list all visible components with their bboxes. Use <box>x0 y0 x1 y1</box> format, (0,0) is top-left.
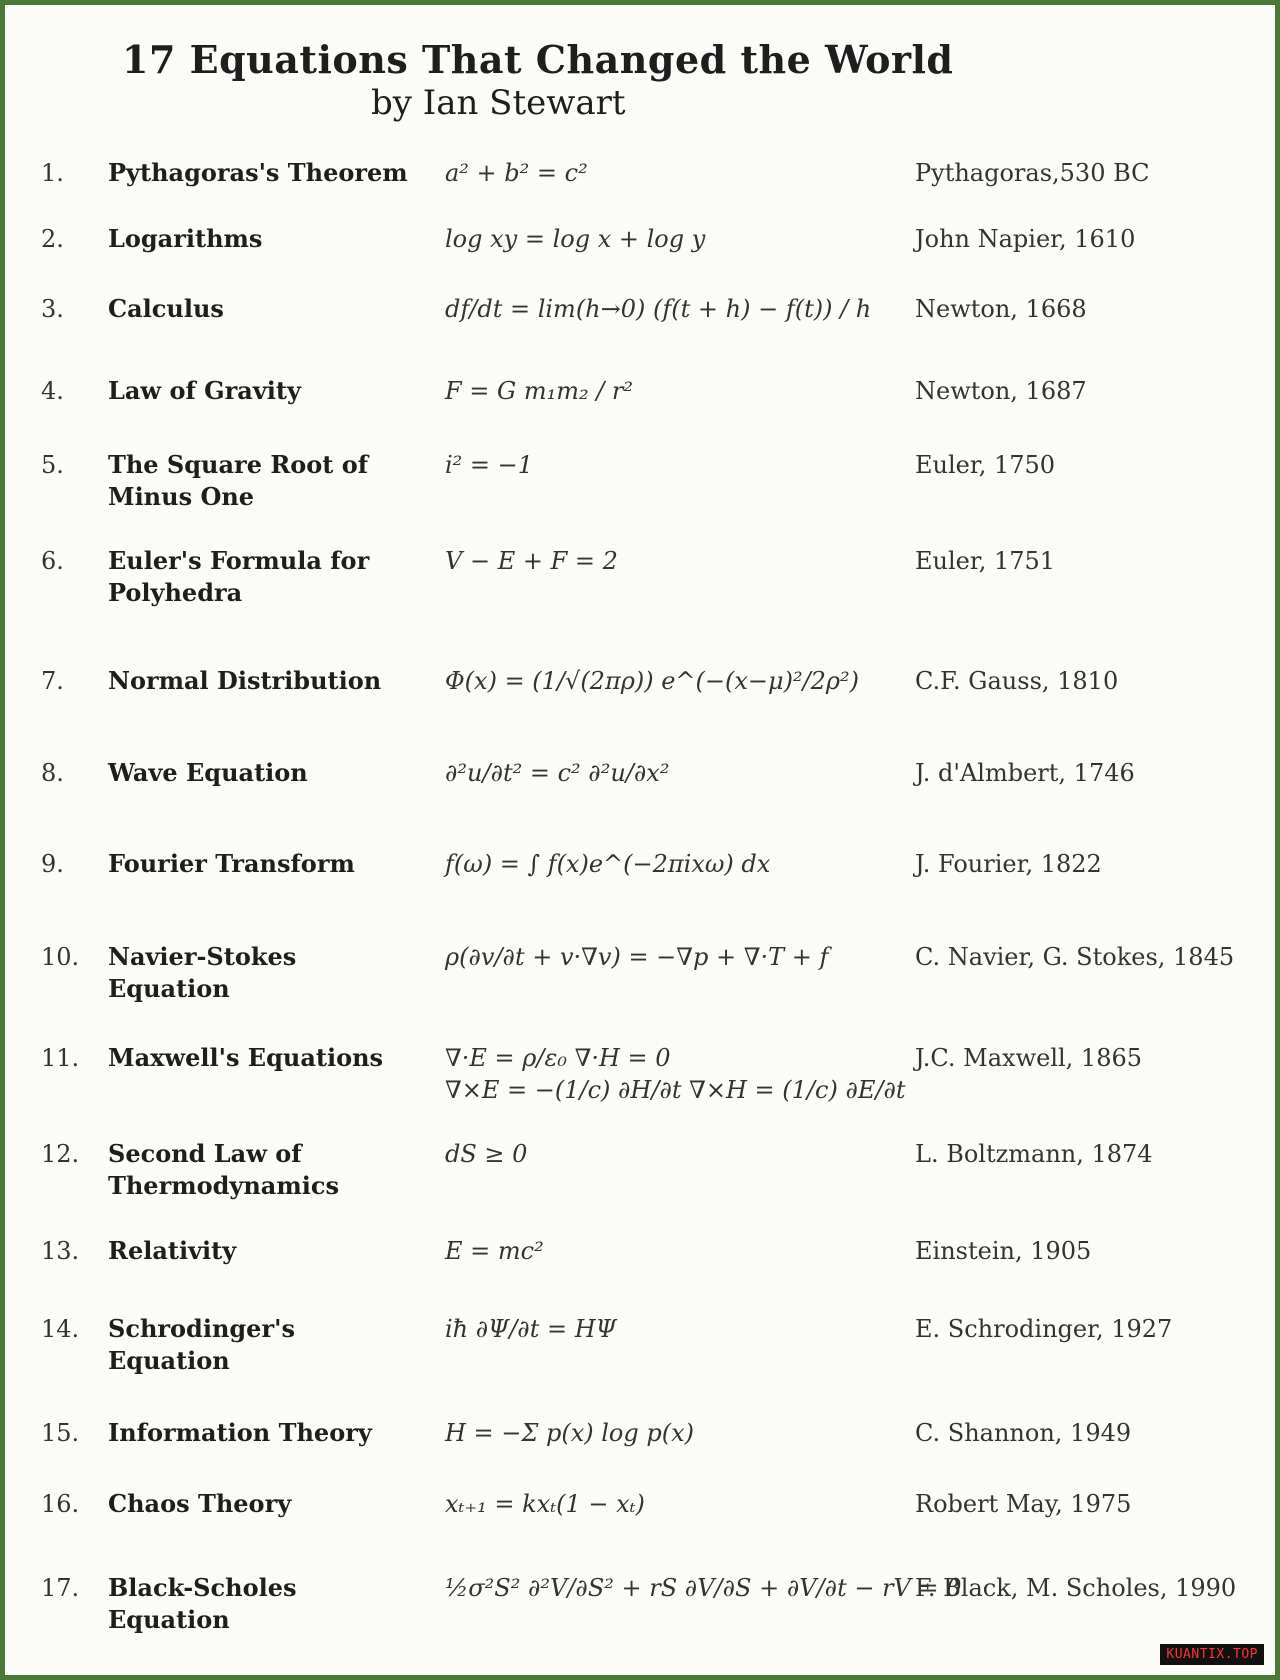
formula-line: f(ω) = ∫ f(x)e^(−2πixω) dx <box>445 850 771 878</box>
equation-credit: C. Shannon, 1949 <box>915 1419 1132 1447</box>
formula-line: ∂²u/∂t² = c² ∂²u/∂x² <box>445 759 670 787</box>
equation-credit: Euler, 1750 <box>915 451 1056 479</box>
formula-line: log xy = log x + log y <box>445 225 706 253</box>
equation-formula <box>445 375 905 407</box>
formula-line: dS ≥ 0 <box>445 1140 528 1168</box>
equation-name: Logarithms <box>108 224 263 253</box>
equation-credit: E. Schrodinger, 1927 <box>915 1315 1173 1343</box>
equation-name: Wave Equation <box>108 758 308 787</box>
equation-formula <box>445 941 905 973</box>
formula-line: xₜ₊₁ = kxₜ(1 − xₜ) <box>445 1490 645 1518</box>
equation-credit: Robert May, 1975 <box>915 1490 1132 1518</box>
formula-line: iħ ∂Ψ/∂t = HΨ <box>445 1315 617 1343</box>
formula-line: F = G m₁m₂ / r² <box>445 377 634 405</box>
equation-number: 14. <box>41 1315 80 1343</box>
equation-formula <box>445 223 905 255</box>
equation-name: Relativity <box>108 1236 237 1265</box>
equation-name: Information Theory <box>108 1418 372 1447</box>
formula-line: V − E + F = 2 <box>445 547 618 575</box>
formula-line: df/dt = lim(h→0) (f(t + h) − f(t)) / h <box>445 295 872 323</box>
equation-name: Chaos Theory <box>108 1489 292 1518</box>
equation-number: 10. <box>41 943 80 971</box>
watermark-badge: KUANTIX.TOP <box>1160 1644 1264 1665</box>
page-title: 17 Equations That Changed the World <box>122 37 954 82</box>
equation-number: 15. <box>41 1419 80 1447</box>
equation-number: 4. <box>41 377 64 405</box>
equation-credit: John Napier, 1610 <box>915 225 1136 253</box>
formula-line: ∇×E = −(1/c) ∂H/∂t ∇×H = (1/c) ∂E/∂t <box>445 1076 906 1104</box>
equation-credit: L. Boltzmann, 1874 <box>915 1140 1153 1168</box>
equation-name: Second Law of Thermodynamics <box>108 1139 339 1200</box>
equation-credit: Newton, 1687 <box>915 377 1087 405</box>
equation-number: 8. <box>41 759 64 787</box>
equation-formula <box>445 1417 905 1449</box>
equation-formula <box>445 449 905 481</box>
equation-formula <box>445 1235 905 1267</box>
equation-formula <box>445 757 905 789</box>
equation-credit: C. Navier, G. Stokes, 1845 <box>915 943 1235 971</box>
equation-name: Law of Gravity <box>108 376 301 405</box>
equation-number: 3. <box>41 295 64 323</box>
equation-credit: J. d'Almbert, 1746 <box>915 759 1135 787</box>
formula-line: Φ(x) = (1/√(2πρ)) e^(−(x−μ)²/2ρ²) <box>445 667 860 695</box>
page-subtitle: by Ian Stewart <box>371 83 626 123</box>
equation-credit: C.F. Gauss, 1810 <box>915 667 1119 695</box>
equation-credit: J. Fourier, 1822 <box>915 850 1102 878</box>
equation-formula <box>445 1488 905 1520</box>
equation-number: 2. <box>41 225 64 253</box>
equation-name: Pythagoras's Theorem <box>108 158 408 187</box>
formula-line: a² + b² = c² <box>445 159 588 187</box>
equation-credit: F. Black, M. Scholes, 1990 <box>915 1574 1237 1602</box>
equation-formula <box>445 1313 905 1345</box>
formula-line: ρ(∂v/∂t + v·∇v) = −∇p + ∇·T + f <box>445 943 829 971</box>
formula-line: ∇·E = ρ/ε₀ ∇·H = 0 <box>445 1044 671 1072</box>
equation-number: 9. <box>41 850 64 878</box>
equation-formula <box>445 665 905 697</box>
poster-sheet <box>5 5 1275 1675</box>
formula-line: E = mc² <box>445 1237 544 1265</box>
formula-line: i² = −1 <box>445 451 534 479</box>
equation-number: 6. <box>41 547 64 575</box>
equation-number: 7. <box>41 667 64 695</box>
equation-formula <box>445 293 905 325</box>
equation-formula <box>445 1572 962 1604</box>
equation-credit: Einstein, 1905 <box>915 1237 1092 1265</box>
equation-name: Calculus <box>108 294 224 323</box>
equation-number: 5. <box>41 451 64 479</box>
equation-formula <box>445 1138 905 1170</box>
equation-credit: Newton, 1668 <box>915 295 1087 323</box>
equation-name: Schrodinger's Equation <box>108 1314 295 1375</box>
equation-name: The Square Root of Minus One <box>108 450 369 511</box>
formula-line: H = −Σ p(x) log p(x) <box>445 1419 694 1447</box>
equation-formula <box>445 848 905 880</box>
equation-number: 17. <box>41 1574 80 1602</box>
formula-line: ½σ²S² ∂²V/∂S² + rS ∂V/∂S + ∂V/∂t − rV = 0 <box>445 1574 962 1602</box>
equation-formula <box>445 545 905 577</box>
equation-formula <box>445 1042 905 1106</box>
equation-name: Maxwell's Equations <box>108 1043 384 1072</box>
equation-number: 11. <box>41 1044 80 1072</box>
equation-number: 12. <box>41 1140 80 1168</box>
equation-credit: Euler, 1751 <box>915 547 1056 575</box>
equation-credit: J.C. Maxwell, 1865 <box>915 1044 1143 1072</box>
equation-number: 1. <box>41 159 64 187</box>
equation-number: 16. <box>41 1490 80 1518</box>
equation-name: Fourier Transform <box>108 849 355 878</box>
equation-credit: Pythagoras,530 BC <box>915 159 1150 187</box>
equation-formula <box>445 157 905 189</box>
equation-name: Black-Scholes Equation <box>108 1573 297 1634</box>
equation-number: 13. <box>41 1237 80 1265</box>
equation-name: Navier-Stokes Equation <box>108 942 297 1003</box>
equation-name: Euler's Formula for Polyhedra <box>108 546 370 607</box>
equation-name: Normal Distribution <box>108 666 382 695</box>
